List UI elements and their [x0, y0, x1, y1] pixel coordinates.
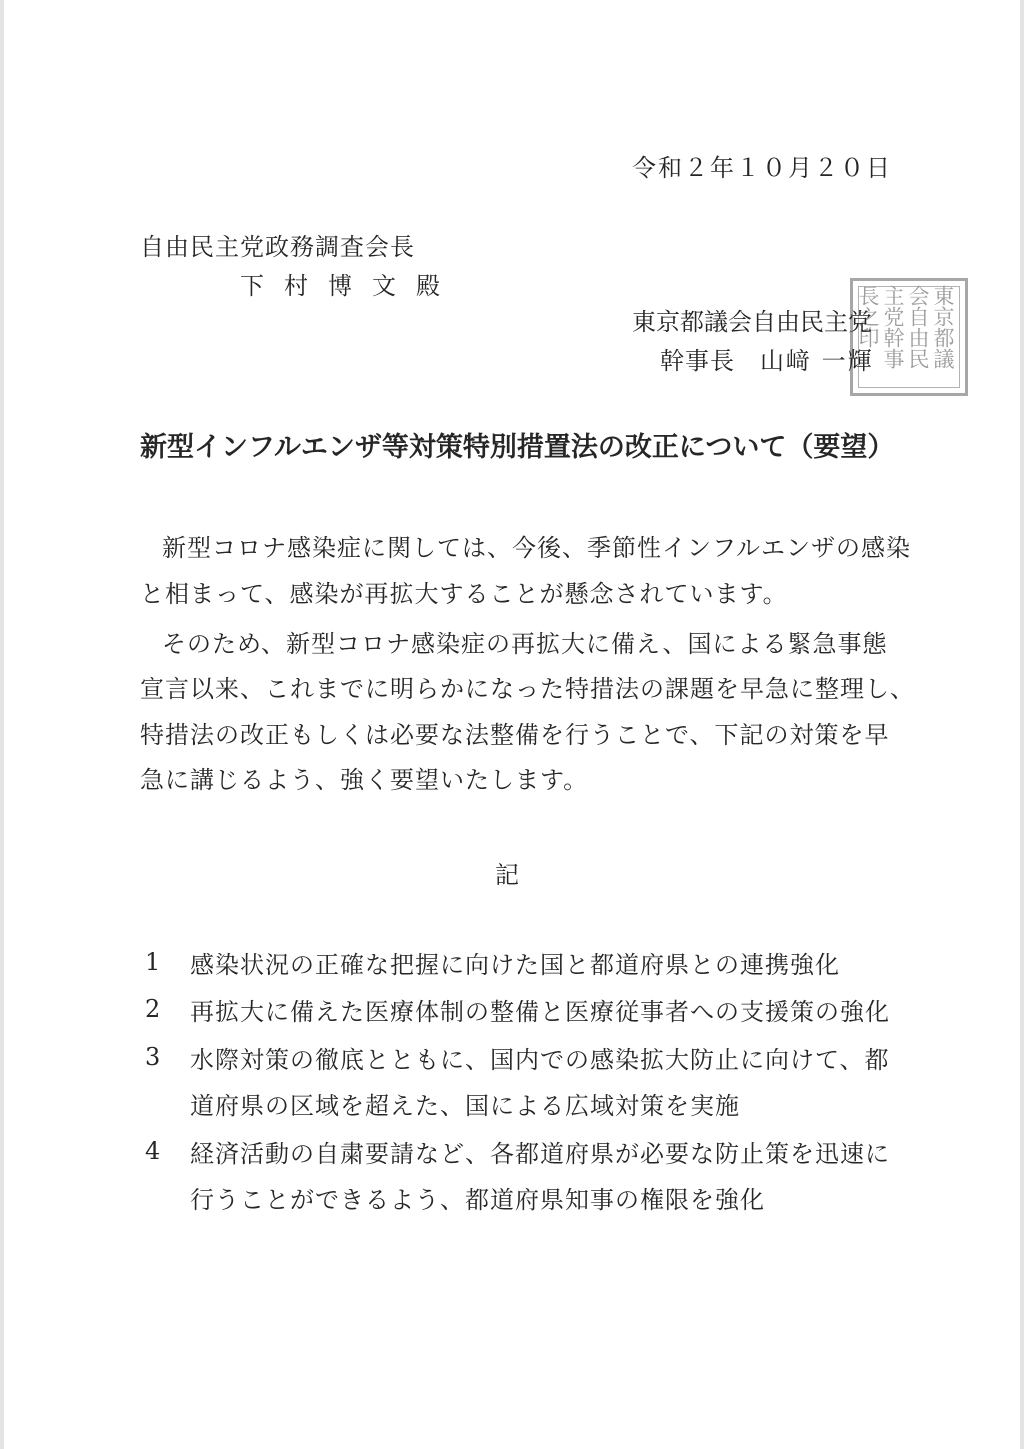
item-line: 行うことができるよう、都道府県知事の権限を強化	[190, 1186, 765, 1214]
record-heading: 記	[495, 861, 519, 889]
body-paragraph1-line1: 新型コロナ感染症に関しては、今後、季節性インフルエンザの感染	[162, 534, 912, 562]
addressee-organization: 自由民主党政務調査会長	[140, 233, 415, 261]
item-line: 経済活動の自粛要請など、各都道府県が必要な防止策を迅速に	[190, 1140, 890, 1168]
item-number: 2	[145, 995, 161, 1023]
body-paragraph2-line3: 特措法の改正もしくは必要な法整備を行うことで、下記の対策を早	[140, 721, 890, 749]
item-number: 4	[145, 1137, 161, 1165]
scan-edge-left	[0, 0, 4, 1449]
scan-edge-right	[1020, 0, 1024, 1449]
sender-role: 幹事長	[660, 347, 735, 375]
seal-text: 東京都議会自由民主党幹事長之印	[856, 285, 955, 369]
document-title: 新型インフルエンザ等対策特別措置法の改正について（要望）	[140, 432, 895, 463]
item-line: 感染状況の正確な把握に向けた国と都道府県との連携強化	[190, 951, 840, 979]
sender-name: 山﨑 一輝	[760, 347, 874, 375]
official-seal-stamp	[850, 278, 968, 396]
body-paragraph2-line2: 宣言以来、これまでに明らかになった特措法の課題を早急に整理し、	[140, 675, 915, 703]
item-line: 水際対策の徹底とともに、国内での感染拡大防止に向けて、都	[190, 1046, 890, 1074]
document-date: 令和２年１０月２０日	[632, 154, 892, 182]
sender-organization: 東京都議会自由民主党	[632, 308, 872, 336]
addressee-name: 下村博文殿	[240, 272, 460, 300]
body-paragraph2-line4: 急に講じるよう、強く要望いたします。	[140, 766, 589, 794]
body-paragraph2-line1: そのため、新型コロナ感染症の再拡大に備え、国による緊急事態	[162, 630, 888, 658]
item-number: 3	[145, 1043, 161, 1071]
item-number: 1	[145, 948, 161, 976]
item-line: 道府県の区域を超えた、国による広域対策を実施	[190, 1092, 740, 1120]
body-paragraph1-line2: と相まって、感染が再拡大することが懸念されています。	[140, 580, 788, 608]
item-line: 再拡大に備えた医療体制の整備と医療従事者への支援策の強化	[190, 998, 890, 1026]
